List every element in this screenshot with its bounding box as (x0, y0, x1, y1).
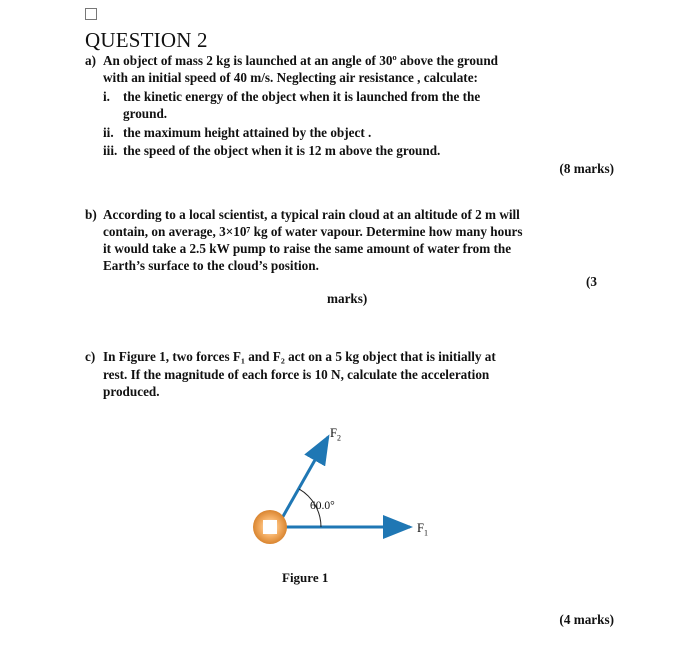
part-b-label: b) (85, 207, 97, 222)
part-a-label: a) (85, 53, 96, 68)
part-b-marks-open: (3 (586, 274, 597, 289)
part-a-item-iii-line1: the speed of the object when it is 12 m above the ground. (123, 143, 441, 158)
part-b-line4: Earth’s surface to the cloud’s position. (103, 258, 319, 273)
part-c-line1: In Figure 1, two forces F₁ and F₂ act on a 5 kg object that is initially at (103, 349, 496, 364)
part-a-item-ii-num: ii. (103, 125, 114, 140)
part-a-marks: (8 marks) (559, 161, 614, 176)
part-c-line3: produced. (103, 384, 160, 399)
force-f2-subscript: 2 (336, 433, 341, 443)
part-a-item-i-line2: ground. (123, 106, 168, 121)
part-c-marks: (4 marks) (559, 612, 614, 627)
part-a-item-i-num: i. (103, 89, 110, 104)
part-c-label: c) (85, 349, 96, 364)
part-a-item-iii-num: iii. (103, 143, 118, 158)
part-b-line1: According to a local scientist, a typical rain cloud at an altitude of 2 m will (103, 207, 520, 222)
question-title: QUESTION 2 (85, 28, 208, 52)
part-c-line2: rest. If the magnitude of each force is 10 N, calculate the acceleration (103, 367, 490, 382)
force-f1-subscript: 1 (423, 528, 428, 538)
part-a-item-i-line1: the kinetic energy of the object when it is launched from the the (123, 89, 481, 104)
part-a-line2: with an initial speed of 40 m/s. Neglecting air resistance , calculate: (103, 70, 478, 85)
part-a-item-ii-line1: the maximum height attained by the object . (123, 125, 372, 140)
ball-center-square (263, 520, 277, 534)
figure-caption: Figure 1 (282, 570, 329, 585)
force-f1-label (417, 521, 428, 538)
part-b-line3: it would take a 2.5 kW pump to raise the same amount of water from the (103, 241, 512, 256)
part-b-line2: contain, on average, 3×10⁷ kg of water vapour. Determine how many hours (103, 224, 523, 239)
part-a-line1: An object of mass 2 kg is launched at an angle of 30º above the ground (103, 53, 499, 68)
checkbox[interactable] (85, 8, 97, 20)
part-b-marks-close: marks) (327, 291, 368, 306)
force-f2-letter: F (330, 426, 337, 440)
force-f1-letter: F (417, 521, 424, 535)
force-f2-label (330, 426, 341, 443)
force-f2-arrow (277, 437, 328, 527)
angle-label: 60.0° (310, 500, 335, 512)
